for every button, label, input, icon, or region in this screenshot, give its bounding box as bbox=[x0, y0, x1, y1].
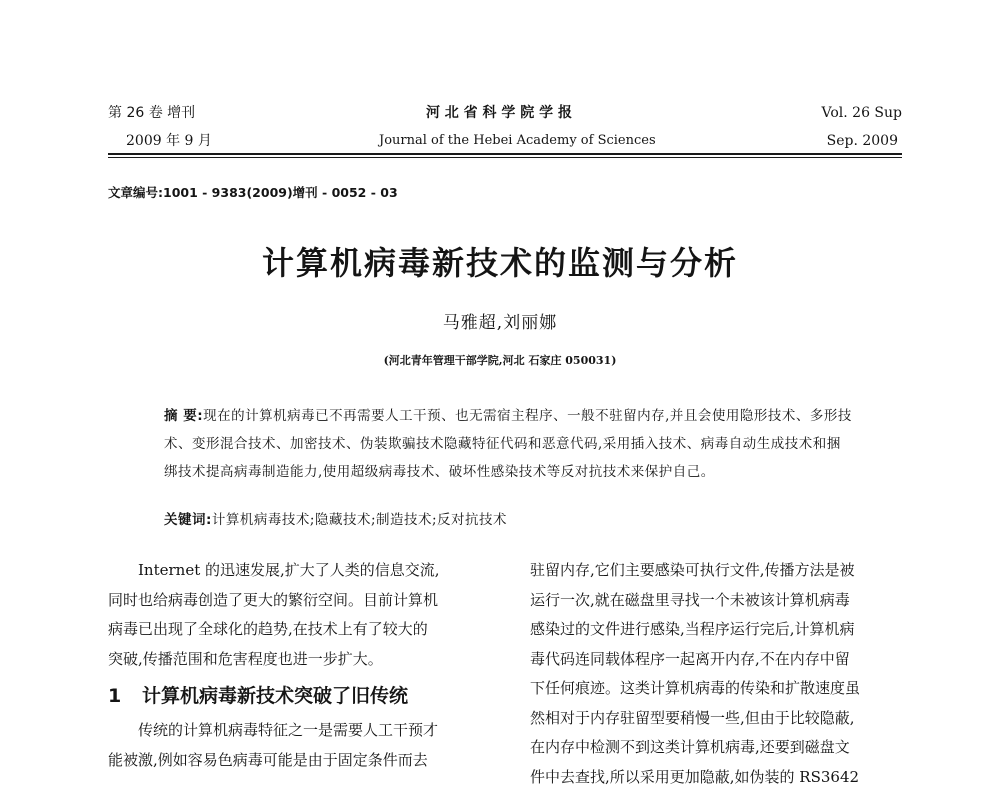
body-column-right bbox=[530, 556, 908, 792]
body-line: 下任何痕迹。这类计算机病毒的传染和扩散速度虽 bbox=[530, 674, 908, 704]
body-line: 件中去查找,所以采用更加隐蔽,如伪装的 RS3642 bbox=[530, 763, 908, 792]
keywords bbox=[164, 508, 507, 528]
journal-title-cn: 河 北 省 科 学 院 学 报 bbox=[379, 104, 619, 122]
paper-authors: 马雅超,刘丽娜 bbox=[0, 308, 1000, 333]
body-line: 运行一次,就在磁盘里寻找一个未被该计算机病毒 bbox=[530, 586, 908, 616]
body-line: 同时也给病毒创造了更大的繁衍空间。目前计算机 bbox=[108, 586, 488, 616]
body-column-left bbox=[108, 556, 488, 775]
body-line: 病毒已出现了全球化的趋势,在技术上有了较大的 bbox=[108, 615, 488, 645]
body-line: 突破,传播范围和危害程度也进一步扩大。 bbox=[108, 645, 488, 675]
abstract bbox=[164, 402, 854, 486]
abstract-label: 摘 要: bbox=[164, 408, 203, 424]
body-line: 然相对于内存驻留型要稍慢一些,但由于比较隐蔽, bbox=[530, 704, 908, 734]
article-number: 文章编号:1001 - 9383(2009)增刊 - 0052 - 03 bbox=[108, 183, 398, 201]
volume-en: Vol. 26 Sup bbox=[800, 104, 902, 122]
header-rule bbox=[108, 153, 902, 155]
paper-title: 计算机病毒新技术的监测与分析 bbox=[0, 238, 1000, 284]
journal-title-en: Journal of the Hebei Academy of Sciences bbox=[379, 132, 619, 150]
abstract-text: 现在的计算机病毒已不再需要人工干预、也无需宿主程序、一般不驻留内存,并且会使用隐形技术、多形技术、变形混合技术、加密技术、伪装欺骗技术隐藏特征代码和恶意代码,采用插入技术、病毒自动生成技术和捆绑技术提高病毒制造能力,使用超级病毒技术、破坏性感染技术等反对抗技术来保护自己。 bbox=[164, 408, 852, 480]
keywords-text: 计算机病毒技术;隐藏技术;制造技术;反对抗技术 bbox=[212, 512, 507, 528]
section-number: 1 bbox=[108, 674, 142, 718]
issue-date-cn: 2009 年 9 月 bbox=[126, 132, 212, 150]
issue-date-en: Sep. 2009 bbox=[800, 132, 898, 150]
body-line: 传统的计算机病毒特征之一是需要人工干预才 bbox=[108, 716, 488, 746]
body-line: 驻留内存,它们主要感染可执行文件,传播方法是被 bbox=[530, 556, 908, 586]
header-rule-thin bbox=[108, 157, 902, 158]
section-title: 计算机病毒新技术突破了旧传统 bbox=[142, 685, 408, 707]
volume-issue: 第 26 卷 增刊 bbox=[108, 104, 195, 122]
body-line: 感染过的文件进行感染,当程序运行完后,计算机病 bbox=[530, 615, 908, 645]
body-line: Internet 的迅速发展,扩大了人类的信息交流, bbox=[108, 556, 488, 586]
author-affiliation: (河北青年管理干部学院,河北 石家庄 050031) bbox=[0, 352, 1000, 368]
body-line: 在内存中检测不到这类计算机病毒,还要到磁盘文 bbox=[530, 733, 908, 763]
body-line: 能被激,例如容易色病毒可能是由于固定条件而去 bbox=[108, 746, 488, 776]
body-line: 毒代码连同载体程序一起离开内存,不在内存中留 bbox=[530, 645, 908, 675]
section-heading bbox=[108, 674, 488, 716]
keywords-label: 关键词: bbox=[164, 512, 212, 528]
